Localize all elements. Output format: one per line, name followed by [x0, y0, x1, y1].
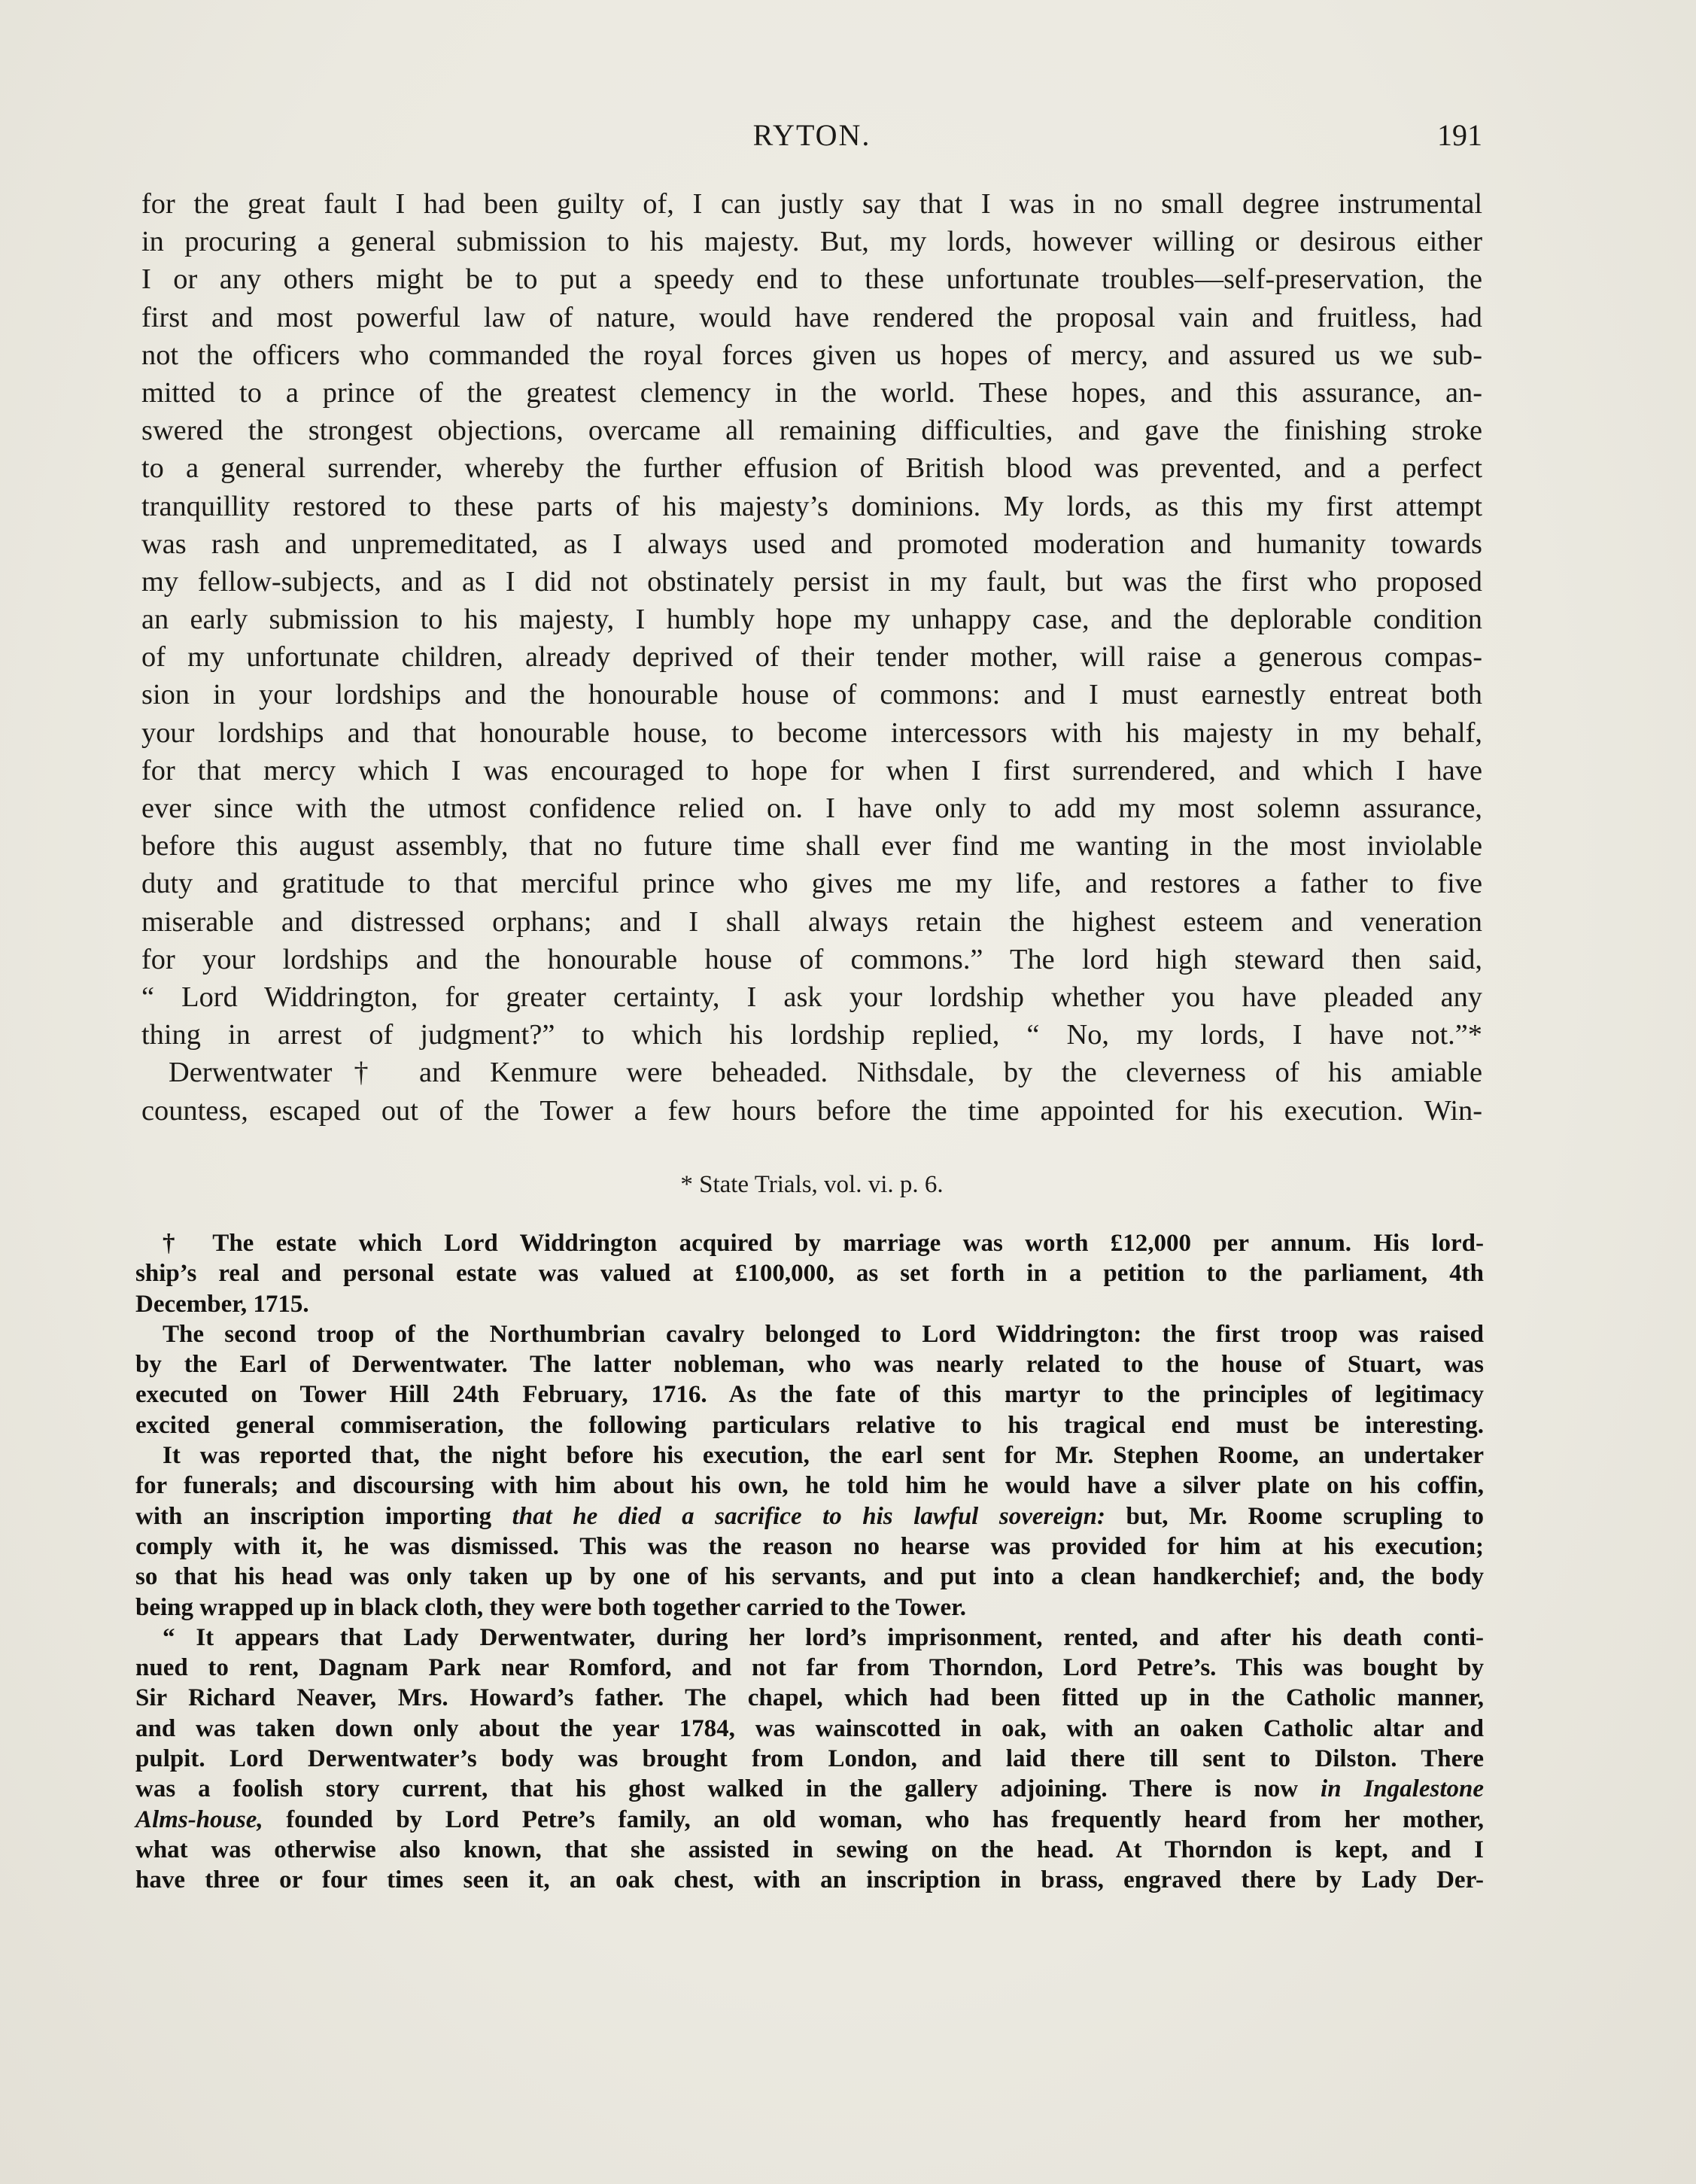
footnote-italic: that he died a sacrifice to his lawful sovereign:: [512, 1502, 1105, 1530]
text-line: an early submission to his majesty, I humbly hope my unhappy case, and the deplorable condition: [141, 604, 1482, 636]
text-line: for that mercy which I was encouraged to hope for when I first surrendered, and which I have: [141, 754, 1482, 786]
footnote-line: being wrapped up in black cloth, they were both together carried to the Tower.: [135, 1593, 966, 1621]
text-line: ever since with the utmost confidence relied on. I have only to add my most solemn assurance,: [141, 792, 1482, 824]
footnote-line: “ It appears that Lady Derwentwater, during her lord’s imprisonment, rented, and after his death conti-: [163, 1623, 1484, 1651]
text-line: duty and gratitude to that merciful prince who gives me my life, and restores a father to five: [141, 868, 1482, 900]
footnote-star: * State Trials, vol. vi. p. 6.: [680, 1171, 944, 1198]
footnote-line: what was otherwise also known, that she assisted in sewing on the head. At Thorndon is kept, and I: [135, 1836, 1484, 1863]
footnote-line: Sir Richard Neaver, Mrs. Howard’s father. The chapel, which had been fitted up in the Catholic manner,: [135, 1684, 1484, 1712]
footnote-line: for funerals; and discoursing with him about his own, he told him he would have a silver plate on his coffin,: [135, 1472, 1484, 1500]
text-line: thing in arrest of judgment?” to which his lordship replied, “ No, my lords, I have not.”*: [141, 1019, 1482, 1051]
text-line: for the great fault I had been guilty of, I can justly say that I was in no small degree instrumental: [141, 188, 1482, 220]
running-title: RYTON.: [752, 118, 871, 152]
text-line: “ Lord Widdrington, for greater certainty, I ask your lordship whether you have pleaded any: [141, 981, 1482, 1013]
running-head: [141, 113, 1482, 158]
footnote-line: comply with it, he was dismissed. This was the reason no hearse was provided for him at his execution;: [135, 1532, 1484, 1560]
footnote-fragment: with an inscription importing: [135, 1502, 512, 1530]
text-line: your lordships and that honourable house, to become intercessors with his majesty in my behalf,: [141, 716, 1482, 749]
text-line: my fellow-subjects, and as I did not obstinately persist in my fault, but was the first who proposed: [141, 565, 1482, 598]
footnote-line: [135, 1774, 1484, 1804]
footnote-line: by the Earl of Derwentwater. The latter nobleman, who was nearly related to the house of Stuart, was: [135, 1351, 1484, 1379]
text-line: tranquillity restored to these parts of his majesty’s dominions. My lords, as this my first attempt: [141, 490, 1482, 522]
main-text: [141, 185, 1482, 1130]
footnote-italic: in Ingalestone: [1321, 1775, 1484, 1803]
text-line: in procuring a general submission to his majesty. But, my lords, however willing or desirous either: [141, 226, 1482, 258]
text-line: Derwentwater† and Kenmure were beheaded. Nithsdale, by the cleverness of his amiable: [169, 1057, 1482, 1089]
footnote-dagger: [135, 1228, 1484, 1896]
footnote-fragment: was a foolish story current, that his ghost walked in the gallery adjoining. There is now: [135, 1775, 1321, 1803]
footnote-line: December, 1715.: [135, 1290, 309, 1318]
text-line: not the officers who commanded the royal forces given us hopes of mercy, and assured us we sub-: [141, 339, 1482, 371]
footnote-line: excited general commiseration, the following particulars relative to his tragical end must be interesting.: [135, 1411, 1484, 1439]
text-line: sion in your lordships and the honourable house of commons: and I must earnestly entreat both: [141, 679, 1482, 711]
footnote-line: ship’s real and personal estate was valued at £100,000, as set forth in a petition to the parliament, 4th: [135, 1260, 1484, 1288]
footnote-line: pulpit. Lord Derwentwater’s body was brought from London, and laid there till sent to Dilston. There: [135, 1745, 1484, 1773]
footnote-italic: Alms-house,: [135, 1805, 263, 1833]
text-line: swered the strongest objections, overcame all remaining difficulties, and gave the finishing stroke: [141, 415, 1482, 447]
text-line: countess, escaped out of the Tower a few hours before the time appointed for his execution. Win-: [141, 1094, 1482, 1127]
text-line: to a general surrender, whereby the further effusion of British blood was prevented, and a perfect: [141, 452, 1482, 485]
text-line: mitted to a prince of the greatest clemency in the world. These hopes, and this assurance, an-: [141, 376, 1482, 409]
text-line: before this august assembly, that no future time shall ever find me wanting in the most inviolable: [141, 830, 1482, 862]
footnote-line: [135, 1501, 1484, 1532]
text-line: of my unfortunate children, already deprived of their tender mother, will raise a generous compas-: [141, 641, 1482, 674]
text-line: for your lordships and the honourable house of commons.” The lord high steward then said,: [141, 943, 1482, 975]
text-line: miserable and distressed orphans; and I shall always retain the highest esteem and veneration: [141, 905, 1482, 938]
text-line: I or any others might be to put a speedy end to these unfortunate troubles—self-preservation, the: [141, 263, 1482, 296]
text-line: first and most powerful law of nature, would have rendered the proposal vain and fruitless, had: [141, 301, 1482, 333]
footnote-line: nued to rent, Dagnam Park near Romford, and not far from Thorndon, Lord Petre’s. This was bought by: [135, 1654, 1484, 1682]
text-line: was rash and unpremeditated, as I always used and promoted moderation and humanity towards: [141, 528, 1482, 560]
footnote-fragment: founded by Lord Petre’s family, an old woman, who has frequently heard from her mother,: [263, 1805, 1484, 1833]
page-number: 191: [1437, 118, 1482, 152]
footnote-line: and was taken down only about the year 1784, was wainscotted in oak, with an oaken Catholic altar and: [135, 1714, 1484, 1742]
footnote-line: † The estate which Lord Widdrington acquired by marriage was worth £12,000 per annum. His lord-: [163, 1230, 1484, 1257]
footnote-line: It was reported that, the night before his execution, the earl sent for Mr. Stephen Roome, an undertaker: [163, 1442, 1484, 1470]
footnote-line: [135, 1805, 1484, 1835]
footnote-line: The second troop of the Northumbrian cavalry belonged to Lord Widdrington: the first troop was raised: [163, 1320, 1484, 1348]
footnote-line: so that his head was only taken up by one of his servants, and put into a clean handkerchief; and, the body: [135, 1563, 1484, 1591]
footnote-line: have three or four times seen it, an oak chest, with an inscription in brass, engraved there by Lady Der-: [135, 1866, 1484, 1894]
footnote-line: executed on Tower Hill 24th February, 1716. As the fate of this martyr to the principles of legitimacy: [135, 1381, 1484, 1409]
footnote-fragment: but, Mr. Roome scrupling to: [1105, 1502, 1484, 1530]
